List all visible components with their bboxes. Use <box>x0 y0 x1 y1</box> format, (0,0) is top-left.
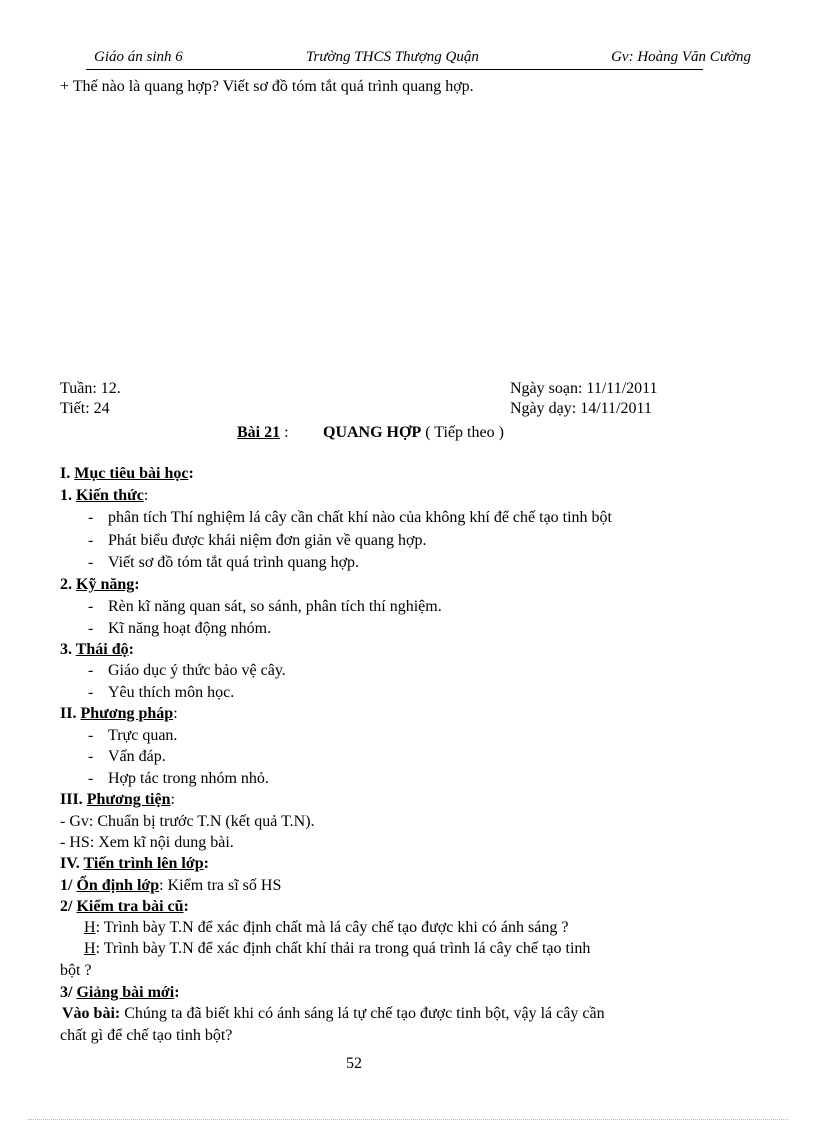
section-prefix: I. <box>60 465 75 482</box>
taught-date: Ngày dạy: 14/11/2011 <box>510 400 652 417</box>
section-objectives-heading <box>60 464 194 484</box>
bullet-dash: - <box>88 509 94 526</box>
question-text: : Trình bày T.N để xác định chất mà lá cây chế tạo được khi có ánh sáng ? <box>95 919 569 936</box>
step-new-lesson-heading <box>60 983 180 1003</box>
bullet-dash: - <box>88 748 94 765</box>
question-label: H <box>84 940 96 957</box>
step-text: : Kiểm tra sĩ số HS <box>159 877 282 894</box>
attitude-item: Yêu thích môn học. <box>108 684 235 701</box>
review-question-2 <box>84 939 590 959</box>
bullet-dash: - <box>88 684 94 701</box>
prepared-date: Ngày soạn: 11/11/2011 <box>510 380 658 397</box>
step-prefix: 2/ <box>60 898 77 915</box>
lesson-number: Bài 21 <box>237 424 281 441</box>
subsection-suffix: : <box>134 576 140 593</box>
step-prefix: 3/ <box>60 984 77 1001</box>
subsection-prefix: 3. <box>60 641 76 658</box>
section-materials-heading <box>60 790 175 810</box>
method-item: Trực quan. <box>108 727 178 744</box>
knowledge-item: Phát biểu được khái niệm đơn giản về quang hợp. <box>108 532 427 549</box>
section-title: Mục tiêu bài học <box>74 465 189 482</box>
lesson-title-line <box>237 423 289 443</box>
materials-teacher: - Gv: Chuẩn bị trước T.N (kết quả T.N). <box>60 813 315 830</box>
method-item: Vấn đáp. <box>108 748 166 765</box>
review-question-1 <box>84 918 568 938</box>
bullet-dash: - <box>88 554 94 571</box>
step-title: Ổn định lớp <box>76 877 160 894</box>
section-title: Tiến trình lên lớp <box>83 855 204 872</box>
section-suffix: : <box>170 791 175 808</box>
header-rule <box>86 69 703 70</box>
footer-dotted-line <box>28 1119 788 1120</box>
bullet-dash: - <box>88 532 94 549</box>
subsection-title: Kiến thức <box>76 487 144 504</box>
skills-item: Kĩ năng hoạt động nhóm. <box>108 620 272 637</box>
knowledge-heading <box>60 486 148 506</box>
step-review-heading <box>60 897 189 917</box>
section-suffix: : <box>173 705 178 722</box>
intro-text: Chúng ta đã biết khi có ánh sáng lá tự chế tạo được tinh bột, vậy lá cây cần <box>120 1005 605 1022</box>
method-item: Hợp tác trong nhóm nhỏ. <box>108 770 269 787</box>
step-title: Kiểm tra bài cũ <box>76 898 184 915</box>
section-title: Phương tiện <box>86 791 171 808</box>
section-prefix: II. <box>60 705 81 722</box>
materials-student: - HS: Xem kĩ nội dung bài. <box>60 834 234 851</box>
section-suffix: : <box>203 855 209 872</box>
review-question: + Thế nào là quang hợp? Viết sơ đồ tóm tắt quá trình quang hợp. <box>60 78 474 95</box>
section-suffix: : <box>188 465 194 482</box>
lesson-colon: : <box>280 424 289 441</box>
bullet-dash: - <box>88 770 94 787</box>
intro-paragraph-line2: chất gì để chế tạo tinh bột? <box>60 1027 233 1044</box>
page-number: 52 <box>346 1055 362 1072</box>
bullet-dash: - <box>88 598 94 615</box>
step-class-stabilization <box>60 876 281 896</box>
subsection-prefix: 2. <box>60 576 76 593</box>
skills-heading <box>60 575 140 595</box>
intro-paragraph-line1 <box>62 1004 605 1024</box>
week-label: Tuần: 12. <box>60 380 121 397</box>
knowledge-item: Viết sơ đồ tóm tắt quá trình quang hợp. <box>108 554 360 571</box>
lesson-title: QUANG HỢP <box>323 424 422 441</box>
subsection-title: Kỹ năng <box>76 576 135 593</box>
bullet-dash: - <box>88 620 94 637</box>
subsection-suffix: : <box>128 641 134 658</box>
section-prefix: III. <box>60 791 87 808</box>
attitude-item: Giáo dục ý thức bảo vệ cây. <box>108 662 286 679</box>
lesson-heading <box>323 423 504 443</box>
header-subject: Giáo án sinh 6 <box>94 49 183 65</box>
lesson-subtitle: ( Tiếp theo ) <box>421 424 504 441</box>
step-suffix: : <box>183 898 189 915</box>
section-methods-heading <box>60 704 178 724</box>
step-prefix: 1/ <box>60 877 77 894</box>
subsection-title: Thái độ <box>75 641 129 658</box>
subsection-suffix: : <box>143 487 149 504</box>
bullet-dash: - <box>88 662 94 679</box>
page-header <box>86 49 751 69</box>
header-school: Trường THCS Thượng Quận <box>306 49 479 65</box>
attitude-heading <box>60 640 134 660</box>
header-teacher: Gv: Hoàng Văn Cường <box>611 49 751 65</box>
subsection-prefix: 1. <box>60 487 76 504</box>
knowledge-item: phân tích Thí nghiệm lá cây cần chất khí nào của không khí để chế tạo tinh bột <box>108 509 612 526</box>
question-text: : Trình bày T.N để xác định chất khí thải ra trong quá trình lá cây chế tạo tinh <box>95 940 591 957</box>
section-prefix: IV. <box>60 855 84 872</box>
intro-label: Vào bài: <box>62 1005 121 1022</box>
review-question-2-continued: bột ? <box>60 962 92 979</box>
question-label: H <box>84 919 96 936</box>
skills-item: Rèn kĩ năng quan sát, so sánh, phân tích thí nghiệm. <box>108 598 442 615</box>
step-title: Giảng bài mới <box>76 984 175 1001</box>
section-title: Phương pháp <box>80 705 174 722</box>
bullet-dash: - <box>88 727 94 744</box>
section-procedure-heading <box>60 854 209 874</box>
period-label: Tiết: 24 <box>60 400 110 417</box>
step-suffix: : <box>174 984 180 1001</box>
